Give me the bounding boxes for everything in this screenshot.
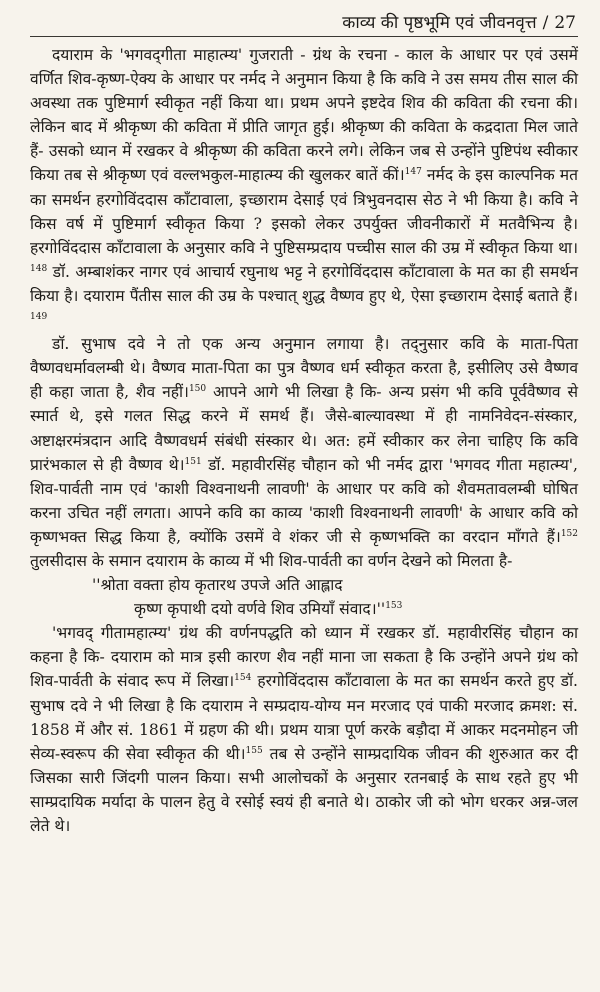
text-run: तुलसीदास के समान दयाराम के काव्य में भी शिव-पार्वती का वर्णन देखने को मिलता है-: [30, 551, 513, 570]
text-run: डॉ. अम्बाशंकर नागर एवं आचार्य रघुनाथ भट्ट ने हरगोविंददास काँटावाला के मत का ही समर्थन किया है। दयाराम पैंतीस साल की उम्र के पश्चात् शुद्ध वैष्णव हुए थे, ऐसा इच्छाराम देसाई बताते हैं।: [30, 262, 578, 305]
text-run: कृष्ण कृपाथी दयो वर्णवे शिव उमियाँ संवाद।'': [134, 600, 386, 619]
header-separator: /: [542, 13, 549, 33]
footnote-marker: 151: [184, 456, 202, 467]
text-run: ''श्रोता वक्ता होय कृतारथ उपजे अति आह्लाद: [92, 576, 343, 595]
footnote-marker: 149: [30, 312, 48, 323]
verse-line: [30, 573, 578, 597]
text-run: दयाराम के 'भगवद्‌गीता माहात्म्य' गुजराती - ग्रंथ के रचना - काल के आधार पर एवं उसमें वर्णित शिव-कृष्ण-ऐक्य के आधार पर नर्मद ने अनुमान किया है कि कवि ने उस समय तीस साल की अवस्था तक पुष्टिमार्ग स्वीकृत नहीं किया था। प्रथम अपने इष्टदेव शिव की कविता की रचना की। लेकिन बाद में श्रीकृष्ण की कविता में प्रीति जागृत हुई। श्रीकृष्ण की कविता के कद्रदाता मिल जाते हैं- उसको ध्यान में रखकर वे श्रीकृष्ण की कविता करने लगे। लेकिन जब से उन्होंने पुष्टिपंथ स्वीकार किया तब से श्रीकृष्ण एवं वल्लभकुल-माहात्म्य की खुलकर बातें कीं।: [30, 46, 578, 185]
body-paragraph: [30, 332, 578, 573]
page-number: 27: [554, 13, 576, 33]
footnote-marker: 147: [404, 167, 422, 178]
footnote-marker: 148: [30, 263, 48, 274]
footnote-marker: 154: [234, 673, 252, 684]
body-paragraph: [30, 43, 578, 332]
text-run: तब से उन्होंने साम्प्रदायिक जीवन की शुरुआत कर दी जिसका सारी जिंदगी पालन किया। सभी आलोचकों के अनुसार रतनबाई के साथ रहते हुए भी साम्प्रदायिक मर्यादा के पालन हेतु वे रसोई स्वयं ही बनाते थे। ठाकोर जी को भोग धरकर अन्न-जल लेते थे।: [30, 744, 579, 835]
footnote-marker: 153: [385, 601, 403, 612]
text-run: आपने आगे भी लिखा है कि- अन्य प्रसंग भी कवि पूर्ववैष्णव से स्मार्त थे, इसे गलत सिद्ध करने में समर्थ हैं। जैसे-बाल्यावस्था में ही नामनिवेदन-संस्कार, अष्टाक्षरमंत्रदान आदि वैष्णवधर्म संबंधी संस्कार थे। अत: हमें स्वीकार कर लेना चाहिए कि कवि प्रारंभकाल से ही वैष्णव थे।: [30, 383, 578, 474]
body-text: [30, 43, 578, 838]
running-header: [30, 10, 578, 37]
footnote-marker: 152: [560, 528, 578, 539]
text-run: हरगोविंददास काँटावाला के मत का समर्थन करते हुए डॉ. सुभाष दवे ने भी लिखा है कि दयाराम ने सम्प्रदाय-योग्य मन मरजाद एवं पाकी मरजाद क्रमश: सं. 1858 में और सं. 1861 में ग्रहण की थी। प्रथम यात्रा पूर्ण करके बड़ौदा में आकर मदनमोहन जी सेव्य-स्वरूप की सेवा स्वीकृत की थी।: [30, 672, 578, 763]
verse-line: [30, 597, 578, 621]
text-run: डॉ. महावीरसिंह चौहान को भी नर्मद द्वारा 'भगवद गीता महात्म्य', शिव-पार्वती नाम एवं 'काशी विश्वनाथनी लावणी' के आधार पर कवि को शैवमतावलम्बी घोषित करना उचित नहीं लगता। आपने कवि का काव्य 'काशी विश्वनाथनी लावणी' के आधार कवि को कृष्णभक्त सिद्ध किया है, क्योंकि उसमें वे शंकर जी से कृष्णभक्ति का वरदान माँगते हैं।: [30, 455, 579, 546]
footnote-marker: 155: [245, 745, 263, 756]
text-run: डॉ. सुभाष दवे ने तो एक अन्य अनुमान लगाया है। तद्नुसार कवि के माता-पिता वैष्णवधर्मावलम्बी थे। वैष्णव माता-पिता का पुत्र वैष्णव धर्म स्वीकृत करता है, इसीलिए उसे वैष्णव ही कहा जाता है, शैव नहीं।: [30, 335, 578, 402]
footnote-marker: 150: [188, 384, 207, 395]
text-run: नर्मद के इस काल्पनिक मत का समर्थन हरगोविंददास काँटावाला, इच्छाराम देसाई एवं त्रिभुवनदास सेठ ने भी किया है। कवि ने किस वर्ष में पुष्टिमार्ग स्वीकृत किया ? इसको लेकर उपर्युक्त जीवनीकारों में मतवैभिन्य है। हरगोविंददास काँटावाला के अनुसार कवि ने पुष्टिसम्प्रदाय पच्चीस साल की उम्र में स्वीकृत किया था।: [30, 166, 578, 257]
text-run: 'भगवद् गीतामहात्म्य' ग्रंथ की वर्णनपद्धति को ध्यान में रखकर डॉ. महावीरसिंह चौहान का कहना है कि- दयाराम को मात्र इसी कारण शैव नहीं माना जा सकता है कि उन्होंने अपने ग्रंथ को शिव-पार्वती के संवाद रूप में लिखा।: [30, 624, 578, 691]
body-paragraph: [30, 621, 578, 838]
chapter-title: काव्य की पृष्ठभूमि एवं जीवनवृत्त: [342, 13, 537, 33]
